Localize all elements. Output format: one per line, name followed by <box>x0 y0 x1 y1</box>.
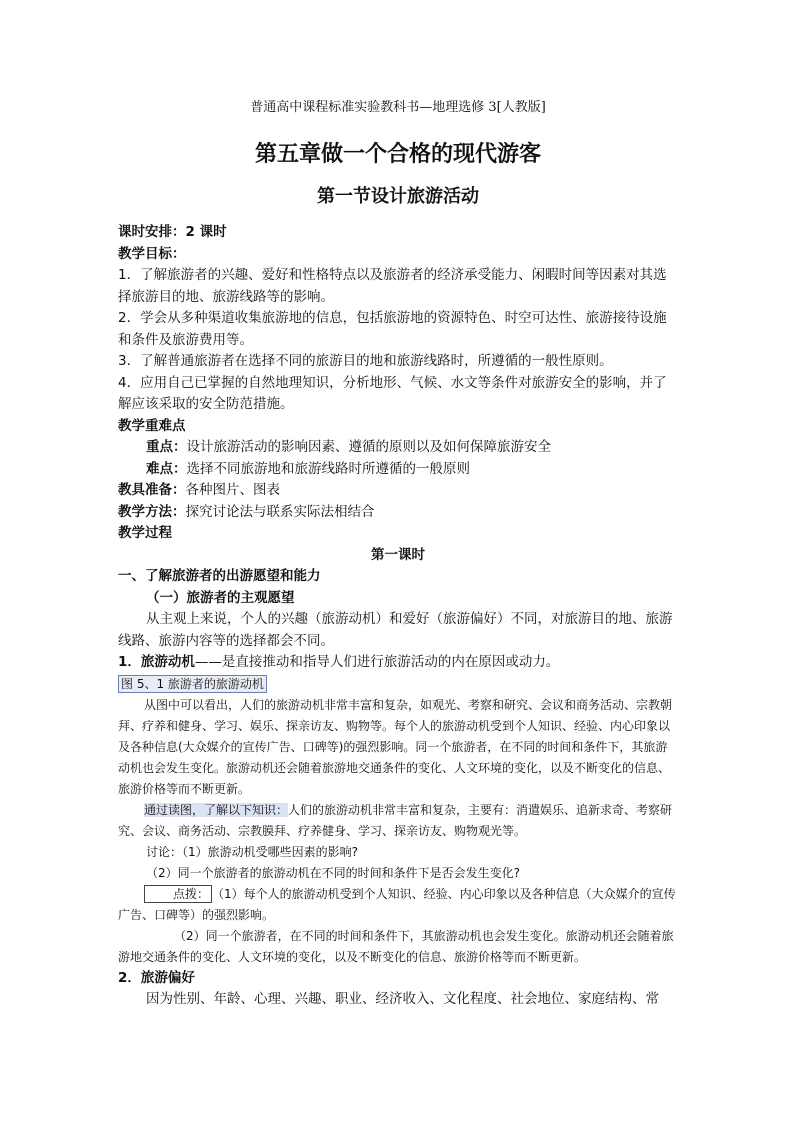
figure-caption: 图 5、1 旅游者的旅游动机 <box>118 675 267 693</box>
lesson-title: 第一课时 <box>371 546 425 563</box>
method-text: 探究讨论法与联系实际法相结合 <box>185 503 375 520</box>
difficulty-label: 难点： <box>146 460 187 477</box>
key-point <box>118 437 678 459</box>
part1-title: 一、了解旅游者的出游愿望和能力 <box>118 568 321 584</box>
reading-paragraph <box>118 800 678 842</box>
reading-text: 人们的旅游动机非常丰富和复杂，主要有：消遣娱乐、追新求奇、考察研究、会议、商务活动、宗教膜拜、疗养健身、学习、探亲访友、购物观光等。 <box>118 802 673 838</box>
tools <box>118 480 678 502</box>
sub1-title: （一）旅游者的主观愿望 <box>146 589 295 606</box>
tip-paragraph <box>118 884 678 926</box>
method <box>118 502 678 524</box>
figure-caption-row <box>118 674 678 695</box>
key-point-label: 重点： <box>146 439 187 455</box>
key-heading: 教学重难点 <box>118 417 186 434</box>
pref-paragraph: 因为性别、年龄、心理、兴趣、职业、经济收入、文化程度、社会地位、家庭结构、常 <box>146 991 659 1007</box>
motive-label: 1．旅游动机 <box>118 654 195 670</box>
discuss-q2: （2）同一个旅游者的旅游动机在不同的时间和条件下是否会发生变化? <box>146 865 521 880</box>
tip-text-1: （1）每个人的旅游动机受到个人知识、经验、内心印象以及各种信息（大众媒介的宣传广告、口碑等）的强烈影响。 <box>118 886 676 922</box>
chapter-title: 第五章做一个合格的现代游客 <box>254 142 541 167</box>
goal-item: 1．了解旅游者的兴趣、爱好和性格特点以及旅游者的经济承受能力、闲暇时间等因素对其选择旅游目的地、旅游线路等的影响。 <box>118 267 667 305</box>
goal-item: 3．了解普通旅游者在选择不同的旅游目的地和旅游线路时，所遵循的一般性原则。 <box>118 353 613 369</box>
sub1-paragraph: 从主观上来说，个人的兴趣（旅游动机）和爱好（旅游偏好）不同，对旅游目的地、旅游线路、旅游内容等的选择都会不同。 <box>118 611 673 649</box>
document-page <box>118 96 678 1011</box>
discuss-q1: 讨论：（1）旅游动机受哪些因素的影响? <box>146 844 359 859</box>
pref-label: 2．旅游偏好 <box>118 969 195 986</box>
key-point-text: 设计旅游活动的影响因素、遵循的原则以及如何保障旅游安全 <box>186 439 551 455</box>
goal-item: 4．应用自己已掌握的自然地理知识，分析地形、气候、水文等条件对旅游安全的影响，并了解应该采取的安全防范措施。 <box>118 374 667 412</box>
goals-heading: 教学目标： <box>118 245 186 262</box>
tools-label: 教具准备： <box>118 482 186 498</box>
tip-text-2: （2）同一个旅游者，在不同的时间和条件下，其旅游动机也会发生变化。旅游动机还会随着旅游地交通条件的变化、人文环境的变化，以及不断变化的信息、旅游价格等而不断更新。 <box>118 928 674 964</box>
difficulty-text: 选择不同旅游地和旅游线路时所遵循的一般原则 <box>186 460 470 477</box>
tip-label: 点拨： <box>144 885 212 903</box>
motive-text: ——是直接推动和指导人们进行旅游活动的内在原因或动力。 <box>194 654 560 670</box>
motive <box>118 652 678 674</box>
schedule: 课时安排：2 课时 <box>118 224 227 240</box>
method-label: 教学方法： <box>118 503 186 520</box>
process-heading: 教学过程 <box>118 525 172 541</box>
reading-label: 通过读图，了解以下知识： <box>144 802 289 817</box>
page-header: 普通高中课程标准实验教科书—地理选修 3[人教版] <box>250 100 546 115</box>
goal-item: 2．学会从多种渠道收集旅游地的信息，包括旅游地的资源特色、时空可达性、旅游接待设施和条件及旅游费用等。 <box>118 310 667 348</box>
tools-text: 各种图片、图表 <box>185 482 280 498</box>
difficulty <box>118 459 678 481</box>
figure-paragraph: 从图中可以看出，人们的旅游动机非常丰富和复杂，如观光、考察和研究、会议和商务活动、宗教朝拜、疗养和健身、学习、娱乐、探亲访友、购物等。每个人的旅游动机受到个人知识、经验、内心印象以及各种信息(大众媒介的宣传广告、口碑等)的强烈影响。同一个旅游者，在不同的时间和条件下，其旅游动机也会发生变化。旅游动机还会随着旅游地交通条件的变化、人文环境的变化，以及不断变化的信息、旅游价格等而不断更新。 <box>118 697 673 796</box>
section-title: 第一节设计旅游活动 <box>317 186 479 207</box>
